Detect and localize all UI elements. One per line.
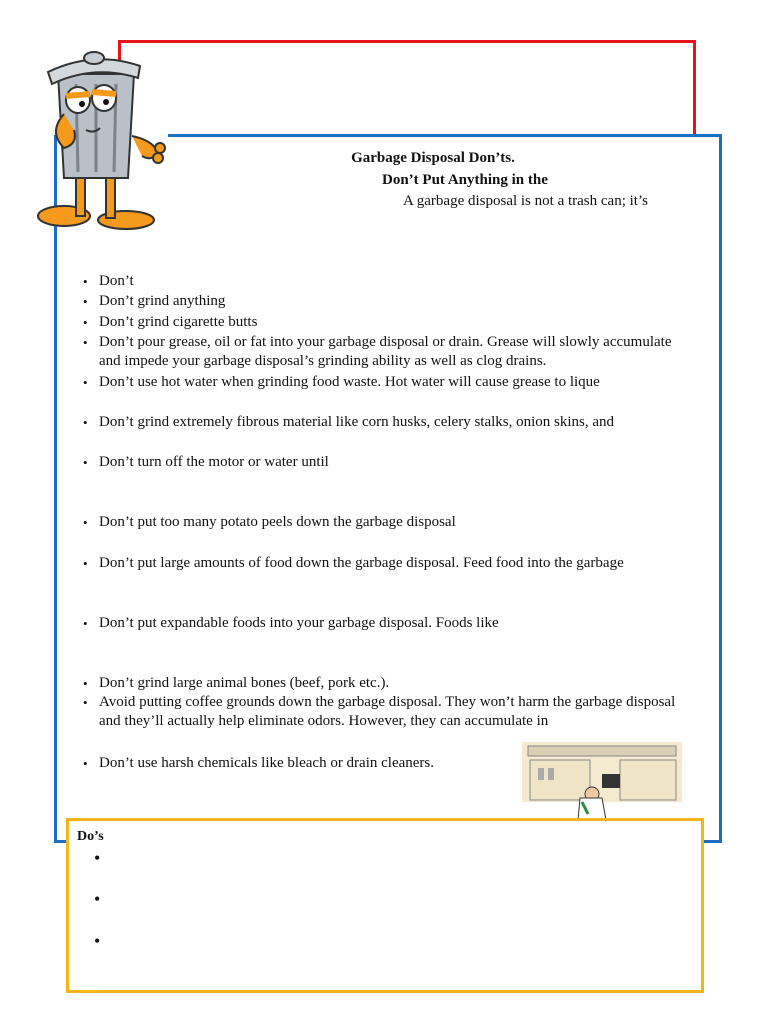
blue-frame: [54, 135, 722, 843]
list-item: • Don’t grind large animal bones (beef, pork etc.).: [80, 674, 690, 693]
list-item: • Don’t turn off the motor or water until: [80, 453, 690, 472]
list-item: • Don’t put large amounts of food down the garbage disposal. Feed food into the garbage: [80, 554, 690, 573]
dos-box: [66, 818, 704, 993]
list-item: • Don’t put expandable foods into your garbage disposal. Foods like: [80, 614, 690, 633]
dos-bullet: •: [94, 848, 101, 868]
list-item: • Don’t put too many potato peels down the garbage disposal: [80, 513, 690, 532]
list-item: • Don’t grind cigarette butts: [80, 313, 690, 332]
dos-bullet: •: [94, 931, 101, 951]
document-title: Garbage Disposal Don’ts.: [351, 150, 515, 166]
list-item: • Don’t grind anything: [80, 292, 690, 311]
intro-text: A garbage disposal is not a trash can; it’s: [403, 193, 648, 209]
list-item: • Don’t use harsh chemicals like bleach or drain cleaners.: [80, 754, 690, 773]
list-item: • Don’t pour grease, oil or fat into your garbage disposal or drain. Grease will slowly accumulate and impede your garbage disposal’s grinding ability as well as clog drains.: [80, 333, 690, 371]
list-item: • Don’t: [80, 272, 690, 291]
trash-can-mascot-icon: [34, 44, 174, 230]
list-item: • Don’t use hot water when grinding food waste. Hot water will cause grease to lique: [80, 373, 690, 392]
blue-frame-top: [168, 134, 722, 137]
list-item: • Avoid putting coffee grounds down the garbage disposal. They won’t harm the garbage disposal and they’ll actually help eliminate odors. However, they can accumulate in: [80, 693, 690, 731]
red-frame: [118, 40, 696, 136]
list-item: • Don’t grind extremely fibrous material like corn husks, celery stalks, onion skins, and: [80, 413, 690, 432]
dos-bullet: •: [94, 889, 101, 909]
dos-title: Do’s: [77, 829, 104, 844]
document-subtitle: Don’t Put Anything in the: [382, 172, 548, 188]
